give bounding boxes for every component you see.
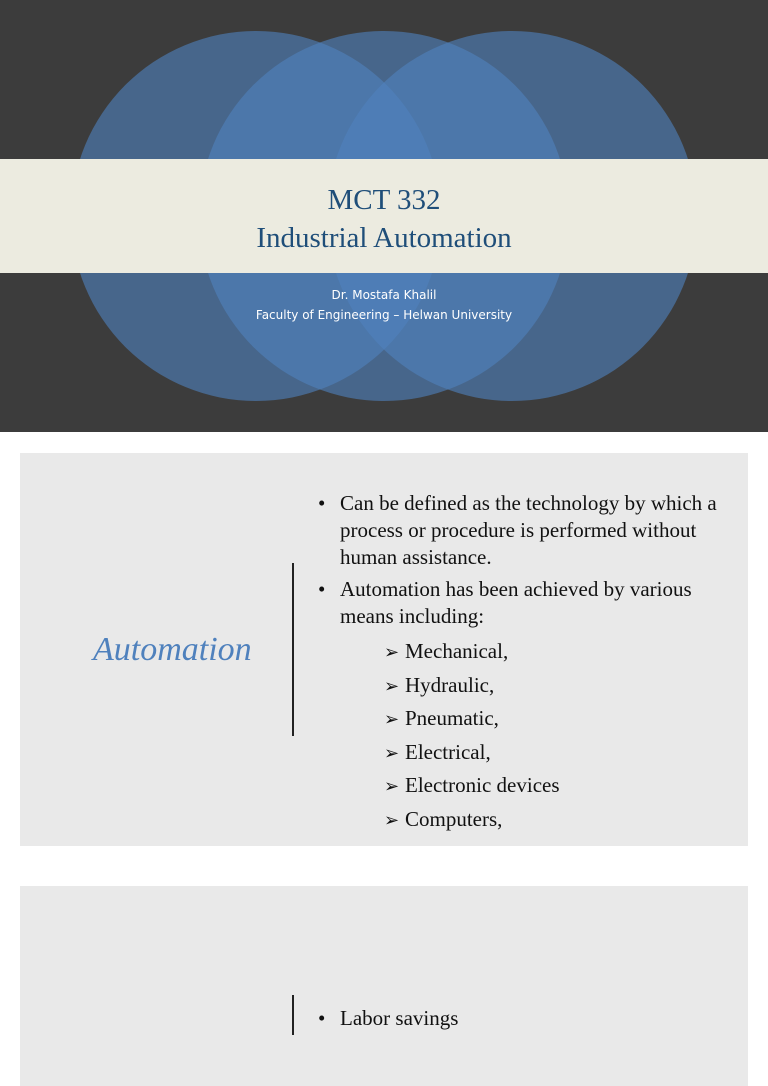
sub-item-text: Electrical, <box>405 739 491 764</box>
list-item <box>318 1005 748 1032</box>
arrow-bullet-icon: ➢ <box>384 709 400 729</box>
bullet-list <box>318 1005 748 1037</box>
list-item <box>318 490 748 571</box>
sub-list-item <box>384 635 560 669</box>
list-item <box>318 576 748 630</box>
bullet-list <box>318 490 748 635</box>
course-title: Industrial Automation <box>256 222 512 254</box>
sub-item-text: Computers, <box>405 806 503 831</box>
sub-item-text: Hydraulic, <box>405 672 495 697</box>
sub-item-text: Mechanical, <box>405 639 509 663</box>
sub-list-item <box>384 803 560 837</box>
divider-line <box>292 563 294 736</box>
benefits-slide <box>20 886 748 1086</box>
arrow-bullet-icon: ➢ <box>384 742 400 763</box>
bullet-text: Can be defined as the technology by which a process or procedure is performed without human assistance. <box>340 491 717 569</box>
sub-list-item <box>384 702 560 736</box>
sub-list-item <box>384 769 560 803</box>
sub-item-list <box>384 635 560 836</box>
sub-list-item <box>384 736 560 770</box>
arrow-bullet-icon: ➢ <box>384 809 400 830</box>
arrow-bullet-icon: ➢ <box>384 642 400 662</box>
arrow-bullet-icon: ➢ <box>384 675 400 696</box>
arrow-bullet-icon: ➢ <box>384 776 400 796</box>
bullet-icon: • <box>318 577 326 601</box>
course-code: MCT 332 <box>327 184 441 216</box>
title-slide <box>0 0 768 432</box>
sub-item-text: Electronic devices <box>405 773 560 797</box>
presenter-name: Dr. Mostafa Khalil <box>331 288 437 302</box>
bullet-text: Automation has been achieved by various means including: <box>340 577 692 628</box>
section-title: Automation <box>93 631 252 668</box>
sub-item-text: Pneumatic, <box>405 706 499 730</box>
bullet-text: Labor savings <box>340 1006 459 1030</box>
bullet-icon: • <box>318 1006 326 1030</box>
divider-line <box>292 995 294 1035</box>
presenter-affiliation: Faculty of Engineering – Helwan University <box>255 308 513 322</box>
bullet-icon: • <box>318 491 326 515</box>
sub-list-item <box>384 669 560 703</box>
